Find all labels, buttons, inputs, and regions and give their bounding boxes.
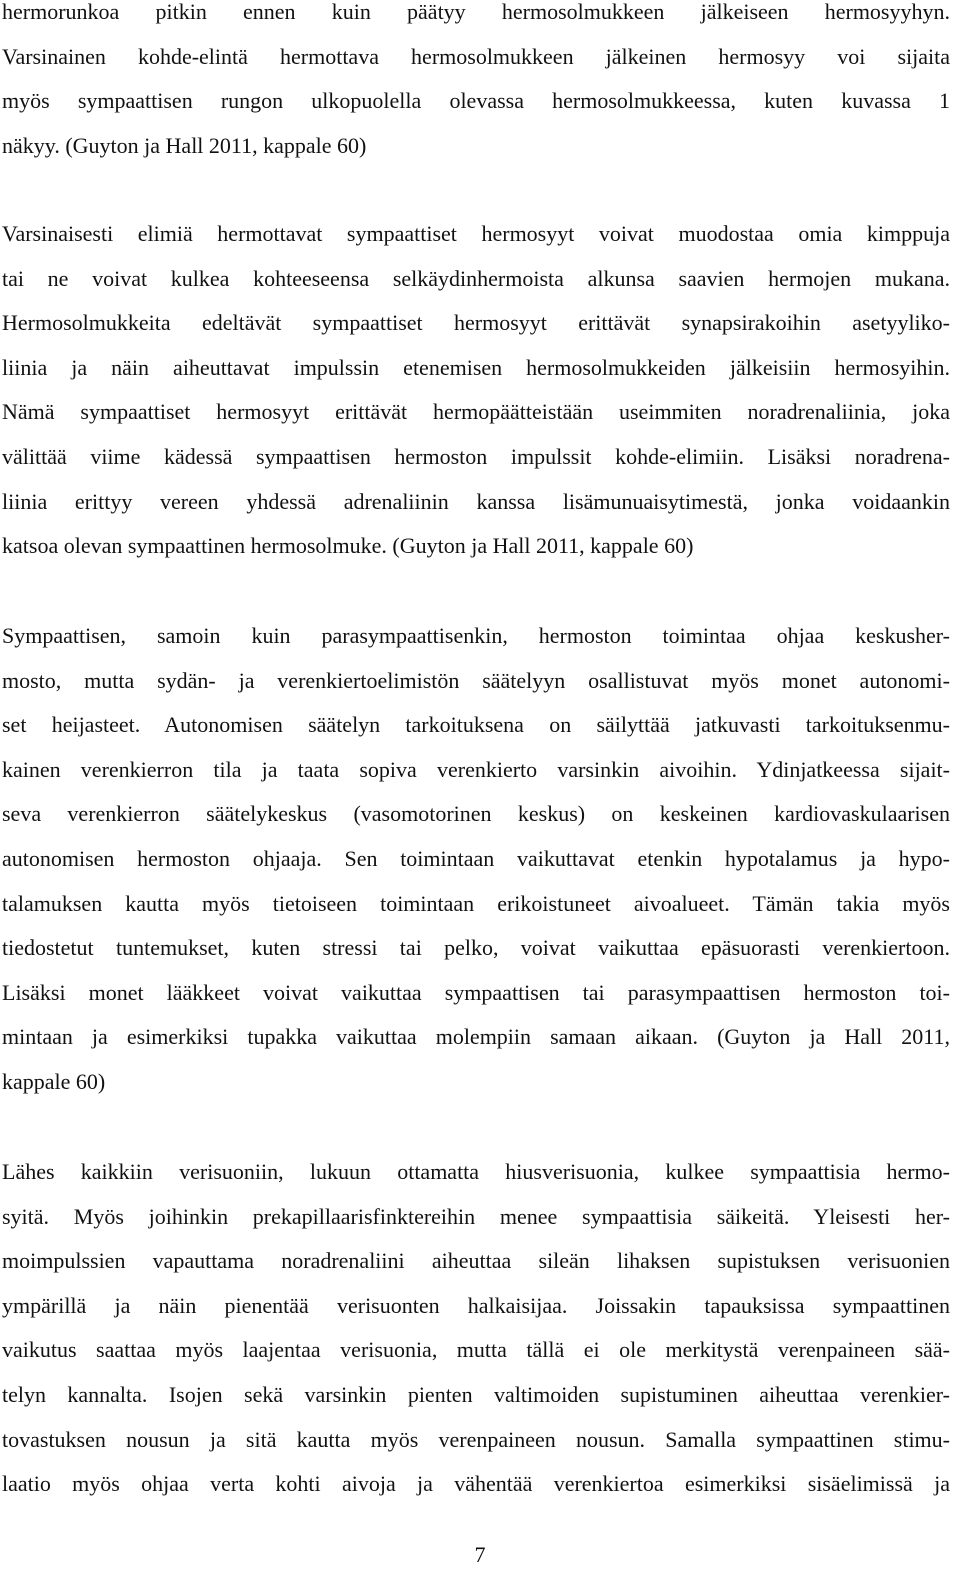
text-line: välittää viime kädessä sympaattisen hermoston impulssit kohde-elimiin. Lisäksi noradrena- [2,443,950,469]
text-line: set heijasteet. Autonomisen säätelyn tarkoituksena on säilyttää jatkuvasti tarkoituksenmu- [2,712,950,738]
text-line: näkyy. (Guyton ja Hall 2011, kappale 60) [2,132,367,158]
text-line: talamuksen kautta myös tietoiseen toimintaan erikoistuneet aivoalueet. Tämän takia myös [2,890,950,916]
text-line: ympärillä ja näin pienentää verisuonten halkaisijaa. Joissakin tapauksissa sympaattinen [2,1292,950,1318]
text-line: Nämä sympaattiset hermosyyt erittävät hermopäätteistään useimmiten noradrenaliinia, joka [2,399,950,425]
text-line: telyn kannalta. Isojen sekä varsinkin pienten valtimoiden supistuminen aiheuttaa verenkier- [2,1381,950,1407]
text-line: liinia ja näin aiheuttavat impulssin etenemisen hermosolmukkeiden jälkeisiin hermosyihin. [2,354,950,380]
text-line: myös sympaattisen rungon ulkopuolella olevassa hermosolmukkeessa, kuten kuvassa 1 [2,88,950,114]
text-line: laatio myös ohjaa verta kohti aivoja ja vähentää verenkiertoa esimerkiksi sisäelimissä ja [2,1471,950,1497]
text-line: Varsinainen kohde-elintä hermottava hermosolmukkeen jälkeinen hermosyy voi sijaita [2,43,950,69]
text-line: Lisäksi monet lääkkeet voivat vaikuttaa sympaattisen tai parasympaattisen hermoston toi- [2,979,950,1005]
paragraph-3 [2,614,950,1105]
text-line: kainen verenkierron tila ja taata sopiva verenkierto varsinkin aivoihin. Ydinjatkeessa sijait- [2,756,950,782]
text-line: autonomisen hermoston ohjaaja. Sen toimintaan vaikuttavat etenkin hypotalamus ja hypo- [2,845,950,871]
text-line: Varsinaisesti elimiä hermottavat sympaattiset hermosyyt voivat muodostaa omia kimppuja [2,221,950,246]
text-line: vaikutus saattaa myös laajentaa verisuonia, mutta tällä ei ole merkitystä verenpaineen sää- [2,1337,950,1363]
text-line: tiedostetut tuntemukset, kuten stressi tai pelko, voivat vaikuttaa epäsuorasti verenkiertoon. [2,935,950,961]
page-number: 7 [474,1542,486,1567]
text-line: mosto, mutta sydän- ja verenkiertoelimistön säätelyyn osallistuvat myös monet autonomi- [2,667,950,693]
paragraph-4 [2,1150,950,1507]
text-line: katsoa olevan sympaattinen hermosolmuke. (Guyton ja Hall 2011, kappale 60) [2,533,694,559]
text-line: liinia erittyy vereen yhdessä adrenaliinin kanssa lisämunuaisytimestä, jonka voidaankin [2,488,950,514]
text-line: syitä. Myös joihinkin prekapillaarisfinktereihin menee sympaattisia säikeitä. Yleisesti her- [2,1203,950,1229]
text-line: tovastuksen nousun ja sitä kautta myös verenpaineen nousun. Samalla sympaattinen stimu- [2,1426,950,1452]
text-line: Sympaattisen, samoin kuin parasympaattisenkin, hermoston toimintaa ohjaa keskusher- [2,623,950,648]
text-line: seva verenkierron säätelykeskus (vasomotorinen keskus) on keskeinen kardiovaskulaarisen [2,801,950,827]
text-line: tai ne voivat kulkea kohteeseensa selkäydinhermoista alkunsa saavien hermojen mukana. [2,265,950,291]
text-line: mintaan ja esimerkiksi tupakka vaikuttaa molempiin samaan aikaan. (Guyton ja Hall 2011, [2,1024,950,1050]
text-line: Lähes kaikkiin verisuoniin, lukuun ottamatta hiusverisuonia, kulkee sympaattisia hermo- [2,1159,950,1184]
text-line: Hermosolmukkeita edeltävät sympaattiset hermosyyt erittävät synapsirakoihin asetyyliko- [2,310,950,336]
paragraph-1 [2,0,950,168]
paragraph-2 [2,212,950,569]
text-line: kappale 60) [2,1068,106,1094]
text-line: moimpulssien vapauttama noradrenaliini aiheuttaa sileän lihaksen supistuksen verisuonien [2,1248,950,1274]
text-line: hermorunkoa pitkin ennen kuin päätyy hermosolmukkeen jälkeiseen hermosyyhyn. [2,0,950,24]
